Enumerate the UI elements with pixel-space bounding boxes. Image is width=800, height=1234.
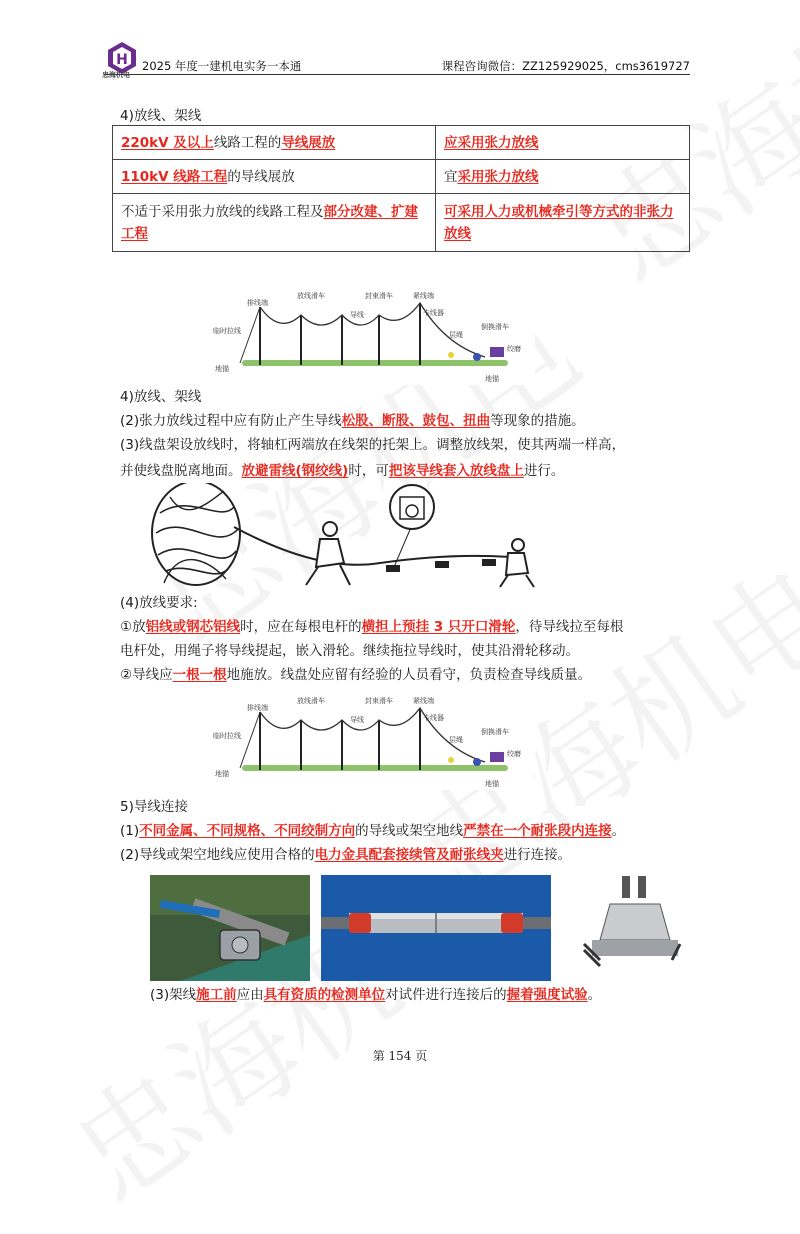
highlighted-text: 横担上预挂 3 只开口滑轮	[361, 619, 516, 635]
highlighted-text: 放避雷线(钢绞线)	[241, 463, 349, 479]
paragraph	[120, 664, 591, 686]
section-heading-1: 4)放线、架线	[120, 108, 202, 124]
reel-icon	[473, 758, 481, 766]
diagram-label: 地锚	[485, 780, 499, 788]
body-text: 等现象的措施。	[490, 413, 585, 429]
table-cell	[436, 160, 690, 194]
winch-icon	[490, 752, 504, 762]
body-text: 并使线盘脱离地面。	[120, 463, 242, 479]
body-text: 应由	[236, 987, 264, 1003]
highlighted-text: 握着强度试验	[506, 987, 588, 1003]
diagram-label: 放线滑车	[297, 292, 325, 300]
highlighted-text: 具有资质的检测单位	[263, 987, 386, 1003]
highlighted-text: 可采用人力或机械牵引等方式的非张力放线	[444, 203, 674, 242]
body-text: (1)	[120, 823, 140, 839]
body-text: ②导线应	[120, 667, 173, 683]
stringing-diagram-1	[205, 285, 535, 385]
diagram-label: 卡线器	[423, 714, 444, 722]
fault-marker-icon	[448, 757, 454, 763]
worker-icon	[306, 522, 350, 585]
paragraph	[120, 460, 564, 482]
body-text: 电杆处，用绳子将导线提起，嵌入滑轮。继续拖拉导线时，使其沿滑轮移动。	[120, 643, 579, 659]
diagram-label: 导线	[350, 311, 364, 319]
diagram-label: 地锚	[485, 375, 499, 383]
paragraph	[120, 410, 585, 432]
section-heading-3: (4)放线要求:	[120, 595, 198, 611]
diagram-label: 地锚	[215, 365, 229, 373]
diagram-label: 封束滑车	[365, 292, 393, 300]
document-title: 2025 年度一建机电实务一本通	[142, 59, 302, 73]
stringing-method-table	[112, 125, 690, 252]
highlighted-text: 铝线或钢芯铝线	[145, 619, 241, 635]
diagram-label: 卡线器	[423, 309, 444, 317]
diagram-label: 层绳	[449, 331, 463, 339]
cable-drum-icon	[152, 483, 240, 585]
paragraph	[120, 616, 623, 638]
body-text: 时，应在每根电杆的	[240, 619, 362, 635]
diagram-label: 倒换滑车	[481, 728, 509, 736]
body-text: ①放	[120, 619, 146, 635]
diagram-label: 地锚	[215, 770, 229, 778]
diagram-label: 紧线端	[413, 292, 434, 300]
highlighted-text: 部分改建、扩建工程	[121, 203, 418, 242]
manual-stringing-illustration	[150, 483, 550, 593]
contact-info: 课程咨询微信：ZZ125929025，cms3619727	[441, 59, 690, 73]
table-row	[113, 194, 690, 252]
highlighted-text: 一根一根	[172, 667, 227, 683]
table-cell	[113, 160, 436, 194]
highlighted-text: 严禁在一个耐张段内连接	[463, 823, 612, 839]
diagram-label: 导线	[350, 716, 364, 724]
paragraph	[120, 434, 625, 456]
table-cell	[113, 194, 436, 252]
diagram-label: 封束滑车	[365, 697, 393, 705]
diagram-label: 绞磨	[507, 750, 521, 758]
body-text: 。	[611, 823, 626, 839]
body-text: 不适于采用张力放线的线路工程及	[121, 203, 324, 220]
table-cell	[436, 194, 690, 252]
body-text: (3)架线	[150, 987, 197, 1003]
body-text: 的导线或架空地线	[355, 823, 464, 839]
body-text: 线路工程的	[213, 134, 282, 151]
worker-icon	[500, 539, 534, 587]
diagram-label: 层绳	[449, 736, 463, 744]
pulley-detail-icon	[390, 485, 434, 529]
diagram-label: 排线端	[247, 704, 268, 712]
section-heading-2: 4)放线、架线	[120, 389, 202, 405]
diagram-label: 放线滑车	[297, 697, 325, 705]
body-text: (3)线盘架设放线时，将轴杠两端放在线架的托架上。调整放线架，使其两端一样高，	[120, 437, 626, 453]
paragraph	[120, 640, 579, 662]
paragraph	[150, 984, 601, 1006]
reel-icon	[473, 353, 481, 361]
diagram-label: 排线端	[247, 299, 268, 307]
highlighted-text: 把该导线套入放线盘上	[388, 463, 524, 479]
body-text: (2)导线或架空地线应使用合格的	[120, 847, 315, 863]
body-text: 对试件进行连接后的	[385, 987, 507, 1003]
diagram-label: 紧线端	[413, 697, 434, 705]
table-cell	[436, 126, 690, 160]
highlighted-text: 松股、断股、鼓包、扭曲	[341, 413, 491, 429]
body-text: 。	[587, 987, 602, 1003]
body-text: ，待导线拉至每根	[515, 619, 624, 635]
body-text: 地施放。线盘处应留有经验的人员看守，负责检查导线质量。	[226, 667, 592, 683]
body-text: (2)张力放线过程中应有防止产生导线	[120, 413, 342, 429]
highlighted-text: 电力金具配套接续管及耐张线夹	[314, 847, 504, 863]
page-header	[102, 40, 690, 79]
highlighted-text: 不同金属、不同规格、不同绞制方向	[139, 823, 356, 839]
svg-text:H: H	[116, 52, 128, 68]
highlighted-text: 施工前	[196, 987, 237, 1003]
page-number: 第 154 页	[372, 1049, 428, 1063]
highlighted-text: 应采用张力放线	[444, 134, 539, 151]
pulled-conductor	[234, 527, 510, 565]
body-text: 宜	[444, 168, 458, 185]
body-text: 进行。	[523, 463, 565, 479]
diagram-label: 临时拉线	[213, 732, 241, 740]
winch-icon	[490, 347, 504, 357]
paragraph	[120, 844, 571, 866]
body-text: 进行连接。	[503, 847, 572, 863]
splice-sleeve-photo	[321, 875, 551, 981]
diagram-label: 临时拉线	[213, 327, 241, 335]
paragraph	[120, 820, 625, 842]
section-heading-4: 5)导线连接	[120, 799, 188, 815]
highlighted-text: 220kV 及以上	[121, 134, 214, 151]
tension-clamp-photo	[580, 870, 690, 982]
body-text: 时，可	[348, 463, 389, 479]
logo-text: 忠海机电	[102, 71, 130, 79]
table-row	[113, 160, 690, 194]
highlighted-text: 110kV 线路工程	[121, 168, 228, 185]
highlighted-text: 导线展放	[281, 134, 336, 151]
stringing-diagram-2	[205, 690, 535, 790]
table-row	[113, 126, 690, 160]
fault-marker-icon	[448, 352, 454, 358]
body-text: 的导线展放	[227, 168, 295, 185]
diagram-label: 倒换滑车	[481, 323, 509, 331]
table-cell	[113, 126, 436, 160]
crimping-photo	[150, 875, 310, 981]
diagram-label: 绞磨	[507, 345, 521, 353]
highlighted-text: 采用张力放线	[457, 168, 539, 185]
